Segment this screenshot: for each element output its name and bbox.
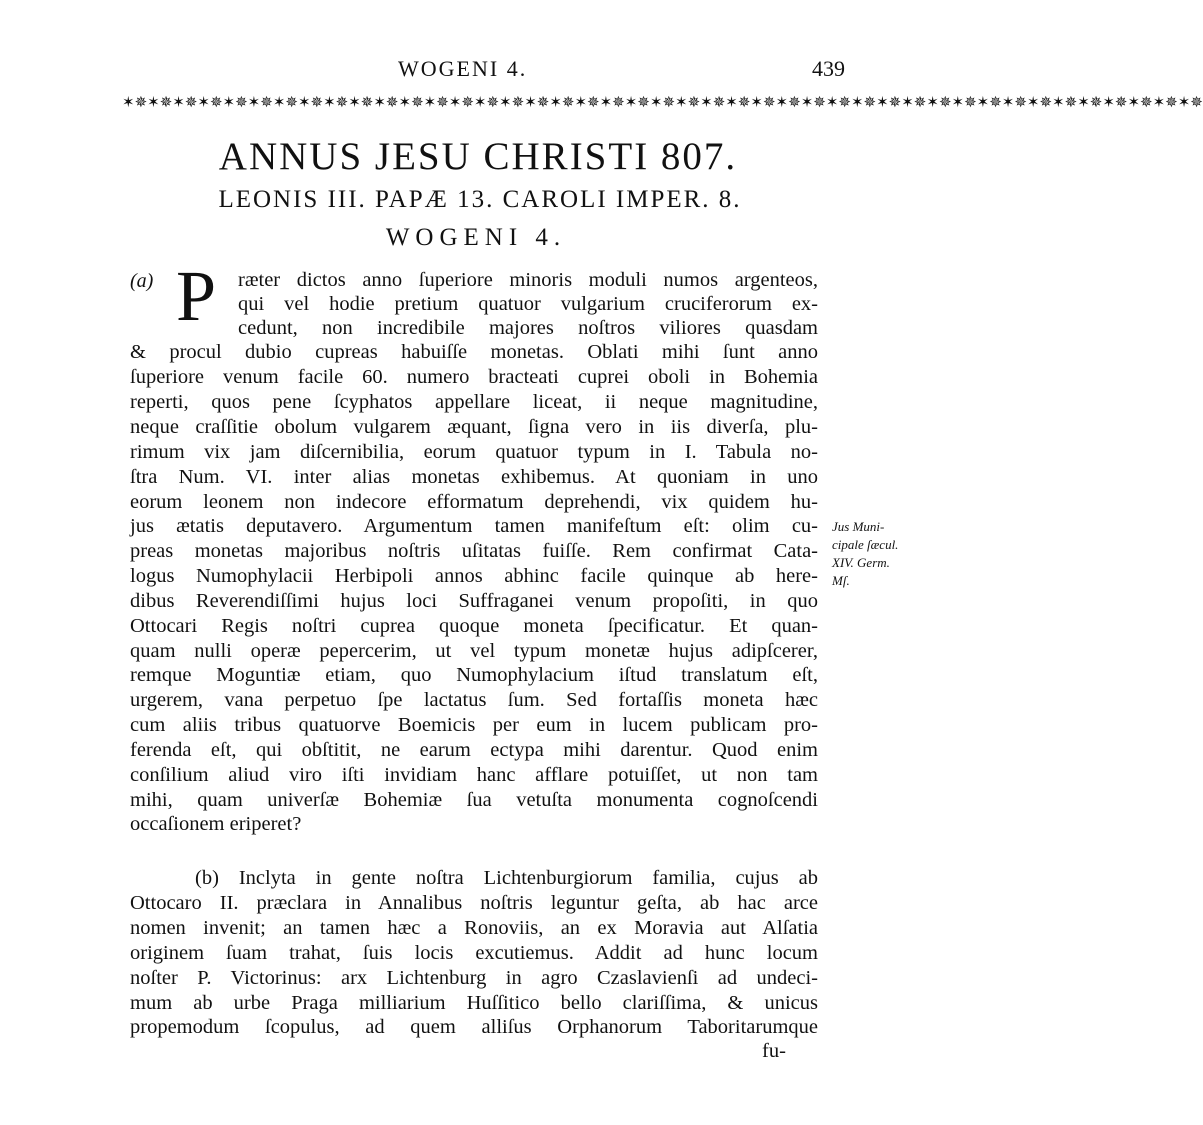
- page-number: 439: [812, 56, 845, 81]
- text-line: dibus Reverendiſſimi hujus loci Suffraganei venum propoſiti, in quo: [130, 590, 818, 612]
- text-line: propemodum ſcopulus, ad quem alliſus Orphanorum Taboritarumque: [130, 1016, 818, 1038]
- running-head: [0, 56, 960, 86]
- text-line: Ottocari Regis noſtri cuprea quoque moneta ſpecificatur. Et quan-: [130, 615, 818, 637]
- text-line: ræter dictos anno ſuperiore minoris moduli numos argenteos,: [238, 269, 818, 291]
- margin-note-line: Jus Muni-: [832, 519, 885, 534]
- text-line: neque craſſitie obolum vulgarem æquant, ſigna vero in iis diverſa, plu-: [130, 416, 818, 438]
- text-line: eorum leonem non indecore efformatum deprehendi, vix quidem hu-: [130, 491, 818, 513]
- text-line: cum aliis tribus quatuorve Boemicis per eum in lucem publicam pro-: [130, 714, 818, 736]
- text-line: ſuperiore venum facile 60. numero bracteati cuprei oboli in Bohemia: [130, 366, 818, 388]
- text-line: Ottocaro II. præclara in Annalibus noſtris leguntur geſta, ab hac arce: [130, 892, 818, 914]
- text-line: quam nulli operæ pepercerim, ut vel typum monetæ hujus adipſcerer,: [130, 640, 818, 662]
- text-line: jus ætatis deputavero. Argumentum tamen manifeſtum eſt: olim cu-: [130, 515, 818, 537]
- text-line: preas monetas majoribus noſtris uſitatas fuiſſe. Rem confirmat Cata-: [130, 540, 818, 562]
- text-line: mum ab urbe Praga milliarium Huſſitico bello clariſſima, & unicus: [130, 992, 818, 1014]
- text-line: occaſionem eriperet?: [130, 813, 302, 835]
- ornamental-border: ✶✵✶✵✶✵✶✵✶✵✶✵✶✵✶✵✶✵✶✵✶✵✶✵✶✵✶✵✶✵✶✵✶✵✶✵✶✵✶✵✶✵✶✵✶✵✶✵✶✵✶✵✶✵✶✵✶✵✶✵✶✵✶✵✶✵✶✵✶✵✶✵✶✵✶✵✶✵✶✵✶✵✶✵✶✵: [122, 93, 1203, 111]
- margin-note: [832, 518, 952, 590]
- note-a-marker: (a): [130, 270, 154, 292]
- text-line: urgerem, vana perpetuo ſpe lactatus ſum. Sed fortaſſis moneta hæc: [130, 689, 818, 711]
- text-line: rimum vix jam diſcernibilia, eorum quatuor typum in I. Tabula no-: [130, 441, 818, 463]
- running-title: WOGENI 4.: [398, 56, 528, 81]
- catchword: fu-: [762, 1040, 786, 1062]
- text-line: qui vel hodie pretium quatuor vulgarium cruciferorum ex-: [238, 293, 818, 315]
- text-line: ferenda eſt, qui obſtitit, ne earum ectypa mihi darentur. Quod enim: [130, 739, 818, 761]
- text-line: originem ſuam trahat, ſuis locis excutiemus. Addit ad hunc locum: [130, 942, 818, 964]
- text-line: ſtra Num. VI. inter alias monetas exhibemus. At quoniam in uno: [130, 466, 818, 488]
- heading-annus: ANNUS JESU CHRISTI 807.: [218, 135, 738, 178]
- margin-note-line: cipale ſæcul.: [832, 537, 899, 552]
- text-line: (b) Inclyta in gente noſtra Lichtenburgiorum familia, cujus ab: [195, 867, 818, 889]
- text-line: reperti, quos pene ſcyphatos appellare liceat, ii neque magnitudine,: [130, 391, 818, 413]
- text-line: nomen invenit; an tamen hæc a Ronoviis, an ex Moravia aut Alſatia: [130, 917, 818, 939]
- margin-note-line: Mſ.: [832, 573, 850, 588]
- text-line: logus Numophylacii Herbipoli annos abhinc facile quinque ab here-: [130, 565, 818, 587]
- drop-cap: P: [176, 256, 217, 336]
- text-line: noſter P. Victorinus: arx Lichtenburg in agro Czaslavienſi ad undeci-: [130, 967, 818, 989]
- margin-note-line: XIV. Germ.: [832, 555, 890, 570]
- text-line: & procul dubio cupreas habuiſſe monetas. Oblati mihi ſunt anno: [130, 341, 818, 363]
- text-line: cedunt, non incredibile majores noſtros viliores quasdam: [238, 317, 818, 339]
- text-line: remque Moguntiæ etiam, quo Numophylacium iſtud translatum eſt,: [130, 664, 818, 686]
- text-line: conſilium aliud viro iſti invidiam hanc afflare potuiſſet, ut non tam: [130, 764, 818, 786]
- text-line: mihi, quam univerſæ Bohemiæ ſua vetuſta monumenta cognoſcendi: [130, 789, 818, 811]
- heading-rulers: LEONIS III. PAPÆ 13. CAROLI IMPER. 8.: [218, 186, 742, 213]
- heading-wogeni: WOGENI 4.: [385, 224, 567, 251]
